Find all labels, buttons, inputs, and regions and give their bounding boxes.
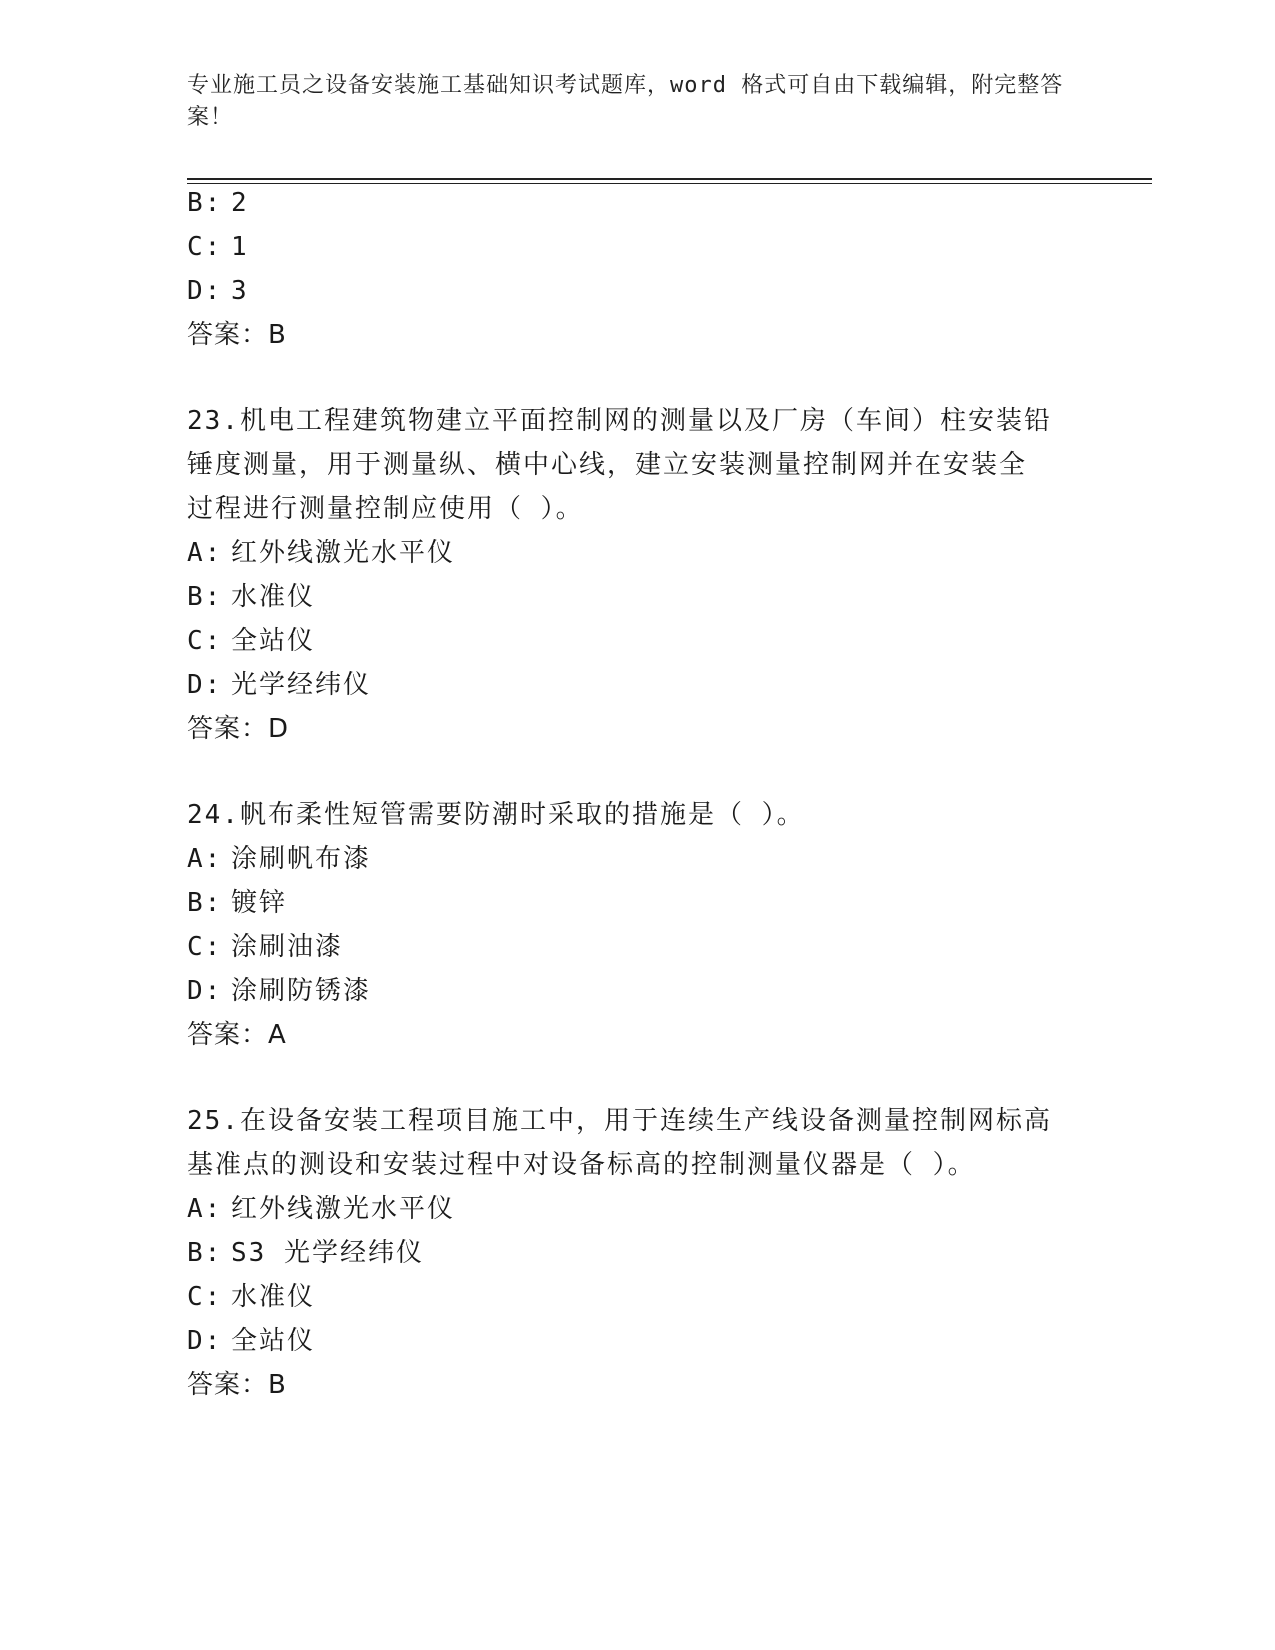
q23-option-c — [187, 624, 315, 658]
option-label: A: — [187, 844, 223, 874]
q24-option-b — [187, 886, 287, 920]
q23-stem-line-3: 过程进行测量控制应使用（ ）。 — [187, 494, 584, 524]
q23-stem-line-1: 23.机电工程建筑物建立平面控制网的测量以及厂房（车间）柱安装铅 — [187, 406, 1052, 436]
option-label: A: — [187, 538, 223, 568]
option-label: D: — [187, 670, 223, 700]
q25-answer: 答案：B — [187, 1370, 287, 1400]
option-text: 涂刷油漆 — [231, 932, 344, 962]
q24-stem-line-1: 24.帆布柔性短管需要防潮时采取的措施是（ ）。 — [187, 800, 805, 830]
option-text: 光学经纬仪 — [231, 670, 372, 700]
q25-option-b — [187, 1236, 424, 1270]
option-text: 水准仪 — [231, 582, 316, 612]
option-text: S3 光学经纬仪 — [231, 1238, 424, 1268]
q25-stem-line-2: 基准点的测设和安装过程中对设备标高的控制测量仪器是（ ）。 — [187, 1150, 976, 1180]
q25-stem-line-1: 25.在设备安装工程项目施工中，用于连续生产线设备测量控制网标高 — [187, 1106, 1052, 1136]
option-label: D: — [187, 1326, 223, 1356]
option-text: 2 — [231, 188, 249, 218]
option-label: D: — [187, 276, 223, 306]
option-label: B: — [187, 582, 223, 612]
q23-option-b — [187, 580, 315, 614]
header-rule-thick — [187, 178, 1152, 180]
q24-answer: 答案：A — [187, 1020, 287, 1050]
page-header: 专业施工员之设备安装施工基础知识考试题库，word 格式可自由下载编辑，附完整答案！ — [187, 73, 1064, 130]
q25-option-a — [187, 1192, 455, 1226]
option-text: 红外线激光水平仪 — [231, 538, 456, 568]
option-label: B: — [187, 888, 223, 918]
option-text: 涂刷防锈漆 — [231, 976, 372, 1006]
q24-option-a — [187, 842, 371, 876]
q25-option-d — [187, 1324, 315, 1358]
option-text: 全站仪 — [231, 1326, 316, 1356]
option-label: D: — [187, 976, 223, 1006]
option-text: 镀锌 — [231, 888, 288, 918]
option-label: C: — [187, 932, 223, 962]
option-label: A: — [187, 1194, 223, 1224]
option-label: C: — [187, 626, 223, 656]
q23-option-d — [187, 668, 371, 702]
q22-option-d — [187, 274, 249, 308]
option-text: 红外线激光水平仪 — [231, 1194, 456, 1224]
q22-option-c — [187, 230, 249, 264]
option-text: 3 — [231, 276, 249, 306]
option-text: 全站仪 — [231, 626, 316, 656]
q23-answer: 答案：D — [187, 714, 290, 744]
option-label: B: — [187, 188, 223, 218]
q24-option-d — [187, 974, 371, 1008]
header-rule-thin — [187, 183, 1152, 184]
q23-stem-line-2: 锤度测量，用于测量纵、横中心线，建立安装测量控制网并在安装全 — [187, 450, 1028, 480]
q24-option-c — [187, 930, 343, 964]
option-label: C: — [187, 1282, 223, 1312]
q22-option-b — [187, 186, 249, 220]
option-text: 涂刷帆布漆 — [231, 844, 372, 874]
option-label: C: — [187, 232, 223, 262]
option-text: 水准仪 — [231, 1282, 316, 1312]
q23-option-a — [187, 536, 455, 570]
q22-answer: 答案：B — [187, 320, 287, 350]
option-text: 1 — [231, 232, 249, 262]
q25-option-c — [187, 1280, 315, 1314]
option-label: B: — [187, 1238, 223, 1268]
